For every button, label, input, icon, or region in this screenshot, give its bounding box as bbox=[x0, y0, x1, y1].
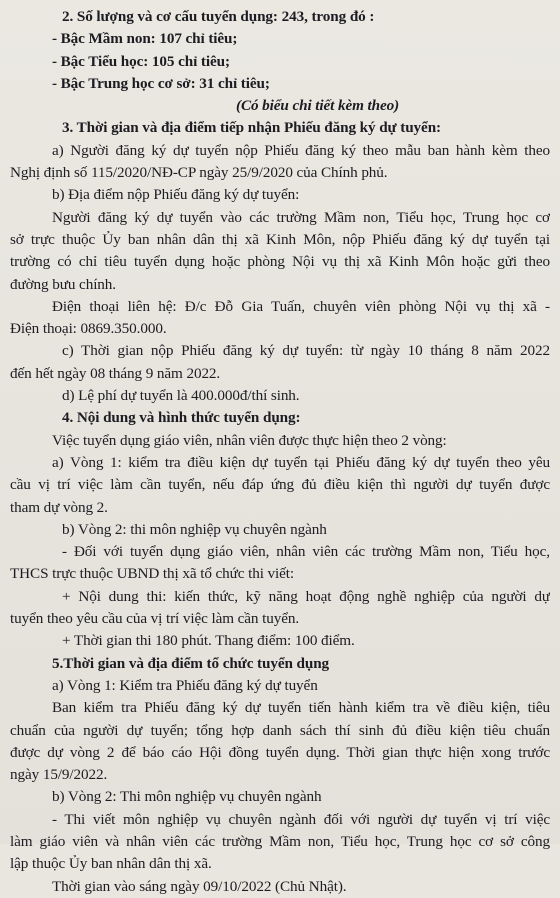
document-line: d) Lệ phí dự tuyển là 400.000đ/thí sinh. bbox=[62, 387, 300, 405]
document-line: - Bậc Mầm non: 107 chỉ tiêu; bbox=[52, 30, 238, 48]
document-line: cầu vị trí việc làm cần tuyển, nếu đáp ứng đủ điều kiện thì người dự tuyển được bbox=[10, 476, 550, 494]
document-line: ngày 15/9/2022. bbox=[10, 766, 108, 784]
document-line: - Bậc Tiểu học: 105 chỉ tiêu; bbox=[52, 52, 230, 70]
document-line: Thời gian vào sáng ngày 09/10/2022 (Chủ Nhật). bbox=[52, 877, 347, 895]
document-line: + Nội dung thi: kiến thức, kỹ năng hoạt động nghề nghiệp của người dự bbox=[62, 587, 550, 605]
document-line: được dự vòng 2 để báo cáo Hội đồng tuyển dụng. Thời gian thực hiện xong trước bbox=[10, 743, 550, 761]
document-line: b) Địa điểm nộp Phiếu đăng ký dự tuyển: bbox=[52, 186, 300, 204]
document-line: - Thi viết môn nghiệp vụ chuyên ngành đối với người dự tuyển vị trí việc bbox=[52, 810, 550, 828]
document-line: b) Vòng 2: Thi môn nghiệp vụ chuyên ngành bbox=[52, 788, 322, 806]
document-line: sở trực thuộc Ủy ban nhân dân thị xã Kinh Môn, nộp Phiếu đăng ký dự tuyển tại bbox=[10, 230, 550, 248]
document-line: a) Người đăng ký dự tuyển nộp Phiếu đăng ký theo mẫu ban hành kèm theo bbox=[52, 141, 550, 159]
document-line: tham dự vòng 2. bbox=[10, 498, 108, 516]
document-line: THCS trực thuộc UBND thị xã tổ chức thi viết: bbox=[10, 565, 295, 583]
document-line: Việc tuyển dụng giáo viên, nhân viên được thực hiện theo 2 vòng: bbox=[52, 431, 447, 449]
document-line: a) Vòng 1: kiểm tra điều kiện dự tuyển tại Phiếu đăng ký dự tuyển theo yêu bbox=[52, 453, 550, 471]
document-line: a) Vòng 1: Kiểm tra Phiếu đăng ký dự tuyển bbox=[52, 676, 318, 694]
document-line: c) Thời gian nộp Phiếu đăng ký dự tuyển: từ ngày 10 tháng 8 năm 2022 bbox=[62, 342, 550, 360]
document-line: - Bậc Trung học cơ sở: 31 chỉ tiêu; bbox=[52, 74, 270, 92]
document-line: Ban kiểm tra Phiếu đăng ký dự tuyển tiến hành kiểm tra về điều kiện, tiêu bbox=[52, 699, 550, 717]
document-line: b) Vòng 2: thi môn nghiệp vụ chuyên ngành bbox=[62, 520, 327, 538]
document-line: Nghị định số 115/2020/NĐ-CP ngày 25/9/2020 của Chính phủ. bbox=[10, 164, 388, 182]
document-line: 3. Thời gian và địa điểm tiếp nhận Phiếu đăng ký dự tuyển: bbox=[62, 119, 441, 137]
document-body bbox=[8, 6, 550, 898]
document-line: Điện thoại: 0869.350.000. bbox=[10, 320, 167, 338]
document-line: làm giáo viên và nhân viên các trường Mầm non, Tiểu học, Trung học cơ sở công bbox=[10, 832, 550, 850]
document-line: chuẩn của người dự tuyển; tổng hợp danh sách thí sinh đủ điều kiện tiêu chuẩn bbox=[10, 721, 550, 739]
document-line: trường có chỉ tiêu tuyển dụng hoặc phòng Nội vụ thị xã Kinh Môn hoặc gửi theo bbox=[10, 253, 550, 271]
document-line: + Thời gian thi 180 phút. Thang điểm: 100 điểm. bbox=[62, 632, 355, 650]
document-line: Người đăng ký dự tuyển vào các trường Mầm non, Tiểu học, Trung học cơ bbox=[52, 208, 550, 226]
document-line: 5.Thời gian và địa điểm tổ chức tuyển dụng bbox=[52, 654, 330, 672]
document-line: đường bưu chính. bbox=[10, 275, 116, 293]
document-line: Điện thoại liên hệ: Đ/c Đỗ Gia Tuấn, chuyên viên phòng Nội vụ thị xã - bbox=[52, 297, 550, 315]
document-line: 2. Số lượng và cơ cấu tuyển dụng: 243, trong đó : bbox=[62, 8, 375, 25]
document-line: đến hết ngày 08 tháng 9 năm 2022. bbox=[10, 364, 221, 382]
document-line: (Có biểu chi tiết kèm theo) bbox=[236, 97, 400, 115]
document-line: 4. Nội dung và hình thức tuyển dụng: bbox=[62, 409, 301, 427]
document-line: - Đối với tuyển dụng giáo viên, nhân viên các trường Mầm non, Tiểu học, bbox=[62, 543, 550, 561]
document-line: lập thuộc Ủy ban nhân dân thị xã. bbox=[10, 855, 212, 873]
document-line: tuyển theo yêu cầu của vị trí việc làm cần tuyển. bbox=[10, 610, 300, 628]
